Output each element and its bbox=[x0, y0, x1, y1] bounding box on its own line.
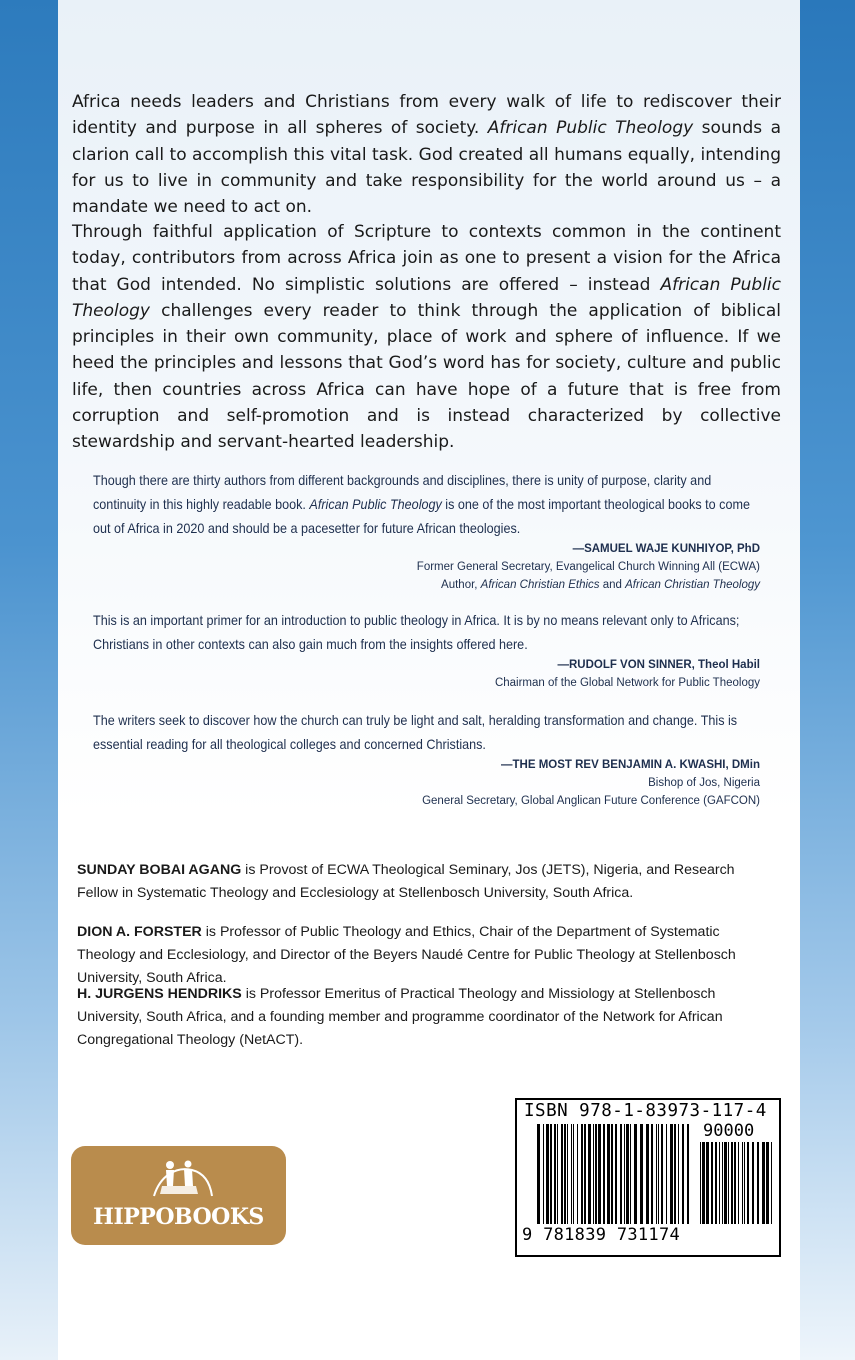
barcode-bar bbox=[640, 1124, 643, 1224]
barcode-bar bbox=[738, 1142, 739, 1224]
barcode-bar bbox=[581, 1124, 583, 1224]
barcode-bar bbox=[543, 1124, 544, 1224]
barcode-bar bbox=[682, 1124, 684, 1224]
barcode-bar bbox=[771, 1142, 772, 1224]
endorser-role: Bishop of Jos, Nigeria bbox=[648, 777, 760, 789]
endorser-role: Chairman of the Global Network for Public Theology bbox=[494, 677, 760, 689]
barcode-bar bbox=[678, 1124, 679, 1224]
barcode-bar bbox=[702, 1142, 705, 1224]
endorsement-attribution bbox=[93, 656, 760, 692]
barcode-bar bbox=[706, 1142, 709, 1224]
barcode-bar bbox=[593, 1124, 594, 1224]
endorser-name: —SAMUEL WAJE KUNHIYOP, PhD bbox=[572, 543, 760, 555]
publisher-wordmark: HIPPOBOOKS bbox=[93, 1204, 264, 1230]
blurb-paragraph-2: Through faithful application of Scripture to contexts common in the continent today, contributors from across Africa join as one to present a vision for the Africa that God intended. No simplistic solutions are offered – instead African Public Theology challenges every reader to think through the application of biblical principles in their own community, place of work and sphere of influence. If we heed the principles and lessons that God’s word has for society, culture and public life, then countries across Africa can have hope of a future that is free from corruption and self-promotion and is instead characterized by collective stewardship and servant-hearted leadership. bbox=[72, 222, 781, 453]
barcode-bar bbox=[747, 1142, 749, 1224]
barcode-bar bbox=[588, 1124, 591, 1224]
addon-digits: 90000 bbox=[703, 1121, 755, 1141]
barcode-bar bbox=[595, 1124, 597, 1224]
endorsement-attribution bbox=[93, 756, 760, 810]
barcode-bar bbox=[687, 1124, 689, 1224]
barcode-bar bbox=[620, 1124, 622, 1224]
barcode-bar bbox=[646, 1124, 649, 1224]
barcode-bar bbox=[564, 1124, 566, 1224]
author-bio-2: DION A. FORSTER is Professor of Public Theology and Ethics, Chair of the Department of Systematic Theology and Ecclesiology, and Director of the Beyers Naudé Centre for Public Theology at Stellenbosch University, South Africa. bbox=[77, 924, 736, 986]
barcode-bar bbox=[598, 1124, 601, 1224]
barcode-bar bbox=[752, 1142, 754, 1224]
barcode-bar bbox=[626, 1124, 629, 1224]
barcode-bar bbox=[722, 1142, 723, 1224]
barcode-bar bbox=[719, 1142, 720, 1224]
barcode-bar bbox=[571, 1124, 572, 1224]
barcode-bar bbox=[567, 1124, 568, 1224]
barcode-bar bbox=[666, 1124, 667, 1224]
endorsement-2 bbox=[93, 608, 760, 692]
barcode-bar bbox=[711, 1142, 713, 1224]
barcode-bar bbox=[573, 1124, 574, 1224]
author-bio-1: SUNDAY BOBAI AGANG is Provost of ECWA Theological Seminary, Jos (JETS), Nigeria, and Research Fellow in Systematic Theology and Ecclesiology at Stellenbosch University, South Africa. bbox=[77, 862, 735, 901]
barcode-bar bbox=[603, 1124, 605, 1224]
barcode-bar bbox=[546, 1124, 549, 1224]
endorsement-text: This is an important primer for an introduction to public theology in Africa. It is by no means relevant only to Africans; Christians in other contexts can also gain much from the insights offered here. bbox=[93, 612, 740, 652]
barcode-bar bbox=[728, 1142, 729, 1224]
barcode-bar bbox=[584, 1124, 586, 1224]
barcode-bar bbox=[734, 1142, 736, 1224]
author-name: DION A. FORSTER bbox=[77, 924, 202, 940]
author-bio-3: H. JURGENS HENDRIKS is Professor Emeritus of Practical Theology and Missiology at Stellenbosch University, South Africa, and a founding member and programme coordinator of the Network for African Congregational Theology (NetACT). bbox=[77, 986, 723, 1048]
barcode-bar bbox=[700, 1142, 701, 1224]
barcode-bar bbox=[561, 1124, 563, 1224]
barcode-bar bbox=[715, 1142, 717, 1224]
blurb-paragraph-1: Africa needs leaders and Christians from every walk of life to rediscover their identity and purpose in all spheres of society. African Public Theology sounds a clarion call to accomplish this vital task. God created all humans equally, intending for us to live in community and take responsibility for the world around us – a mandate we need to act on. bbox=[72, 92, 781, 218]
endorser-role: Author, African Christian Ethics and African Christian Theology bbox=[441, 579, 760, 591]
barcode-bar bbox=[607, 1124, 610, 1224]
barcode-bar bbox=[742, 1142, 743, 1224]
endorsement-3 bbox=[93, 708, 760, 810]
barcode-bar bbox=[630, 1124, 631, 1224]
barcode-bar bbox=[670, 1124, 673, 1224]
book-title: African Public Theology bbox=[72, 274, 781, 321]
ean-digits: 9 781839 731174 bbox=[522, 1225, 681, 1245]
background-sky-left bbox=[0, 0, 58, 1360]
barcode-bar bbox=[674, 1124, 676, 1224]
barcode-bar bbox=[537, 1124, 540, 1224]
endorser-name: —RUDOLF VON SINNER, Theol Habil bbox=[557, 659, 760, 671]
barcode-bar bbox=[656, 1124, 657, 1224]
isbn-label: ISBN 978-1-83973-117-4 bbox=[524, 1101, 767, 1121]
barcode-bar bbox=[724, 1142, 727, 1224]
barcode-bar bbox=[554, 1124, 556, 1224]
barcode-bar bbox=[651, 1124, 653, 1224]
endorsement-attribution bbox=[93, 540, 760, 594]
barcode-bar bbox=[611, 1124, 613, 1224]
barcode-bar bbox=[731, 1142, 733, 1224]
endorsement-text: The writers seek to discover how the church can truly be light and salt, heralding transformation and change. This is essential reading for all theological colleges and concerned Christians. bbox=[93, 712, 738, 752]
isbn-barcode bbox=[515, 1098, 781, 1257]
endorser-name: —THE MOST REV BENJAMIN A. KWASHI, DMin bbox=[501, 759, 760, 771]
background-sky-right bbox=[800, 0, 855, 1360]
book-title: African Public Theology bbox=[487, 118, 694, 139]
barcode-bar bbox=[744, 1142, 745, 1224]
author-name: H. JURGENS HENDRIKS bbox=[77, 986, 242, 1002]
barcode-bar bbox=[550, 1124, 552, 1224]
hippobooks-logo bbox=[71, 1146, 286, 1245]
barcode-bar bbox=[577, 1124, 578, 1224]
author-name: SUNDAY BOBAI AGANG bbox=[77, 862, 242, 878]
barcode-bar bbox=[658, 1124, 659, 1224]
barcode-bar bbox=[615, 1124, 617, 1224]
hippo-rider-icon bbox=[146, 1156, 216, 1201]
barcode-bar bbox=[757, 1142, 759, 1224]
barcode-bar bbox=[624, 1124, 625, 1224]
barcode-bar bbox=[634, 1124, 637, 1224]
endorser-role: General Secretary, Global Anglican Future Conference (GAFCON) bbox=[422, 795, 760, 807]
barcode-bar bbox=[766, 1142, 769, 1224]
barcode-bar bbox=[661, 1124, 663, 1224]
endorsement-text: Though there are thirty authors from different backgrounds and disciplines, there is unity of purpose, clarity and continuity in this highly readable book. African Public Theology is one of the most important theological books to come out of Africa in 2020 and should be a pacesetter for future African theologies. bbox=[93, 472, 750, 536]
endorser-role: Former General Secretary, Evangelical Church Winning All (ECWA) bbox=[416, 561, 760, 573]
endorsement-1 bbox=[93, 468, 760, 594]
barcode-bar bbox=[762, 1142, 765, 1224]
barcode-bar bbox=[557, 1124, 558, 1224]
